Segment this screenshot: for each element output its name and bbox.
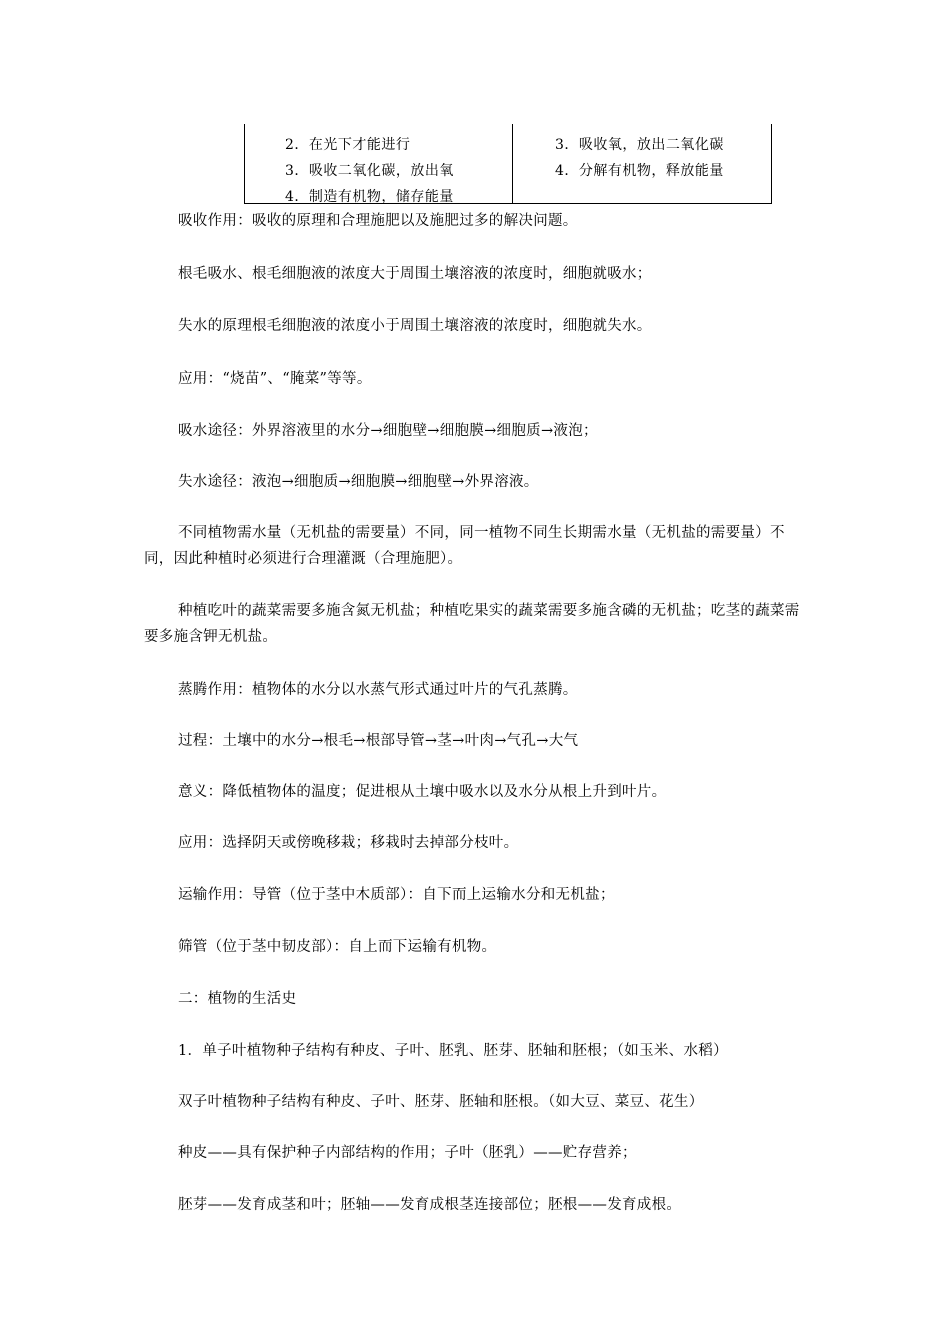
paragraph-water-uptake: 根毛吸水、根毛细胞液的浓度大于周围土壤溶液的浓度时，细胞就吸水； <box>178 266 652 282</box>
paragraph-absorption: 吸收作用：吸收的原理和合理施肥以及施肥过多的解决问题。 <box>178 213 578 229</box>
paragraph-process: 过程：土壤中的水分→根毛→根部导管→茎→叶肉→气孔→大气 <box>178 733 579 749</box>
paragraph-water-loss: 失水的原理根毛细胞液的浓度小于周围土壤溶液的浓度时，细胞就失水。 <box>178 318 652 334</box>
paragraph-uptake-path: 吸水途径：外界溶液里的水分→细胞壁→细胞膜→细胞质→液泡； <box>178 423 598 439</box>
table-cell-line: 4．制造有机物，储存能量 <box>285 189 454 205</box>
comparison-table <box>244 124 772 204</box>
paragraph-transplant: 应用：选择阴天或傍晚移栽；移栽时去掉部分枝叶。 <box>178 835 519 851</box>
paragraph-application: 应用：“烧苗”、“腌菜”等等。 <box>178 371 372 387</box>
table-cell-line: 3．吸收二氧化碳，放出氧 <box>285 163 454 179</box>
paragraph-sieve-tubes: 筛管（位于茎中韧皮部）：自上而下运输有机物。 <box>178 939 497 955</box>
paragraph-monocot-seed: 1．单子叶植物种子结构有种皮、子叶、胚乳、胚芽、胚轴和胚根；（如玉米、水稻） <box>178 1043 728 1059</box>
paragraph-seed-coat: 种皮——具有保护种子内部结构的作用；子叶（胚乳）——贮存营养； <box>178 1145 637 1161</box>
paragraph-vessels: 运输作用：导管（位于茎中木质部）：自下而上运输水分和无机盐； <box>178 887 615 903</box>
section-heading: 二：植物的生活史 <box>178 991 297 1007</box>
table-cell-line: 4．分解有机物，释放能量 <box>555 163 724 179</box>
paragraph-fertilizer: 种植吃叶的蔬菜需要多施含氮无机盐；种植吃果实的蔬菜需要多施含磷的无机盐；吃茎的蔬菜需要多施含钾无机盐。 <box>144 603 800 645</box>
paragraph-transpiration: 蒸腾作用：植物体的水分以水蒸气形式通过叶片的气孔蒸腾。 <box>178 682 578 698</box>
paragraph-water-needs: 不同植物需水量（无机盐的需要量）不同，同一植物不同生长期需水量（无机盐的需要量）不同，因此种植时必须进行合理灌溉（合理施肥）。 <box>144 525 785 567</box>
comparison-table-right-column <box>513 124 771 203</box>
paragraph-dicot-seed: 双子叶植物种子结构有种皮、子叶、胚芽、胚轴和胚根。（如大豆、菜豆、花生） <box>178 1094 704 1110</box>
paragraph-significance: 意义：降低植物体的温度；促进根从土壤中吸水以及水分从根上升到叶片。 <box>178 784 667 800</box>
paragraph-loss-path: 失水途径：液泡→细胞质→细胞膜→细胞壁→外界溶液。 <box>178 474 539 490</box>
table-cell-line: 2．在光下才能进行 <box>285 137 411 153</box>
table-cell-line: 3．吸收氧，放出二氧化碳 <box>555 137 724 153</box>
paragraph-embryo-parts: 胚芽——发育成茎和叶；胚轴——发育成根茎连接部位；胚根——发育成根。 <box>178 1197 682 1213</box>
comparison-table-left-column <box>245 124 513 203</box>
